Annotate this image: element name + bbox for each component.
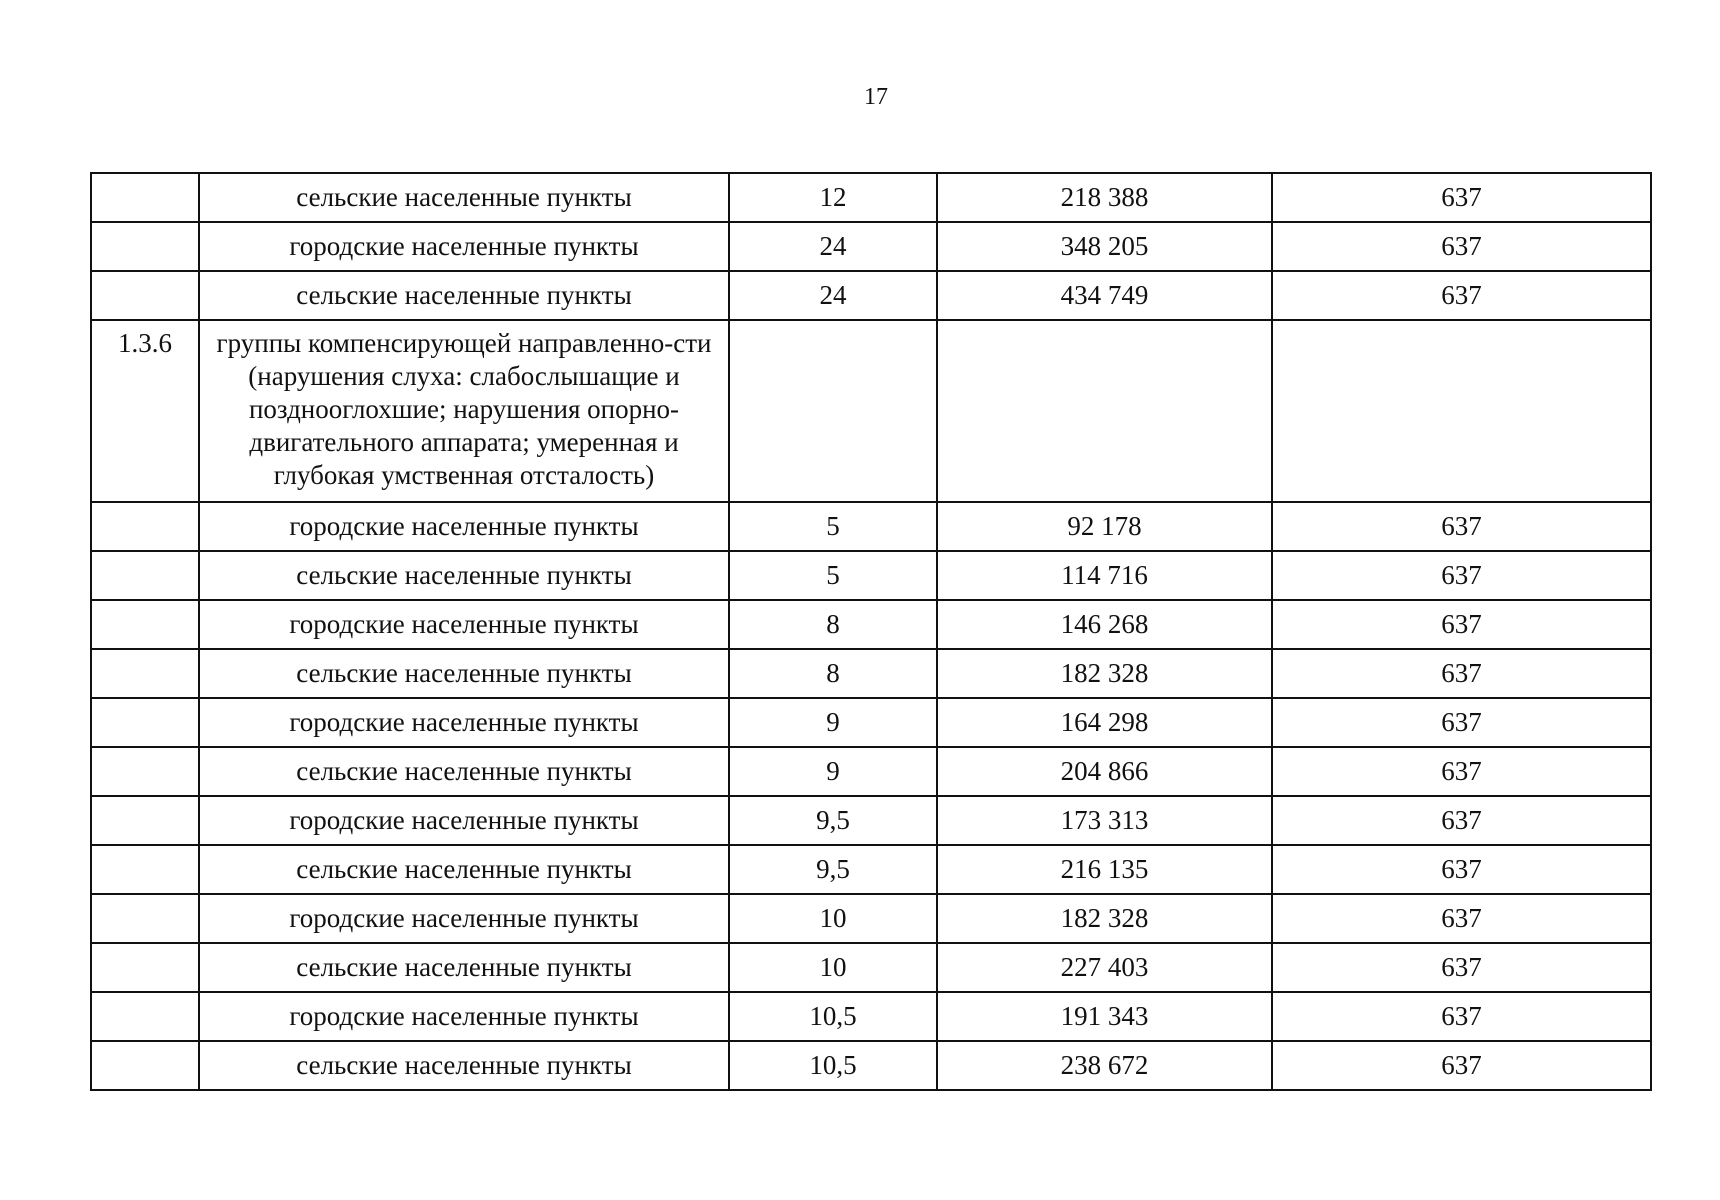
row-value-col3: 10,5	[729, 1041, 937, 1090]
table-row	[91, 271, 1651, 320]
table-row	[91, 551, 1651, 600]
table-row	[91, 943, 1651, 992]
row-number	[91, 649, 199, 698]
row-value-col3: 8	[729, 600, 937, 649]
row-number	[91, 1041, 199, 1090]
table-row	[91, 649, 1651, 698]
row-value-col4: 348 205	[937, 222, 1272, 271]
row-description: сельские населенные пункты	[199, 271, 729, 320]
row-value-col5	[1272, 320, 1651, 502]
row-number	[91, 894, 199, 943]
row-value-col5: 637	[1272, 649, 1651, 698]
row-number	[91, 698, 199, 747]
data-table	[90, 172, 1652, 1091]
row-description: городские населенные пункты	[199, 222, 729, 271]
row-value-col4: 173 313	[937, 796, 1272, 845]
row-description: городские населенные пункты	[199, 992, 729, 1041]
row-value-col4: 434 749	[937, 271, 1272, 320]
row-value-col5: 637	[1272, 845, 1651, 894]
row-number	[91, 173, 199, 222]
row-value-col4: 218 388	[937, 173, 1272, 222]
row-description: сельские населенные пункты	[199, 649, 729, 698]
row-value-col5: 637	[1272, 600, 1651, 649]
row-value-col5: 637	[1272, 551, 1651, 600]
row-number	[91, 992, 199, 1041]
row-value-col3: 9	[729, 747, 937, 796]
row-number: 1.3.6	[91, 320, 199, 502]
row-description: сельские населенные пункты	[199, 173, 729, 222]
row-value-col5: 637	[1272, 943, 1651, 992]
row-number	[91, 502, 199, 551]
table-row	[91, 992, 1651, 1041]
row-description: сельские населенные пункты	[199, 845, 729, 894]
table-row	[91, 747, 1651, 796]
table-row	[91, 173, 1651, 222]
row-number	[91, 551, 199, 600]
row-number	[91, 796, 199, 845]
row-value-col4: 92 178	[937, 502, 1272, 551]
page-number: 17	[864, 84, 888, 110]
row-value-col4: 191 343	[937, 992, 1272, 1041]
row-value-col3: 12	[729, 173, 937, 222]
table-row	[91, 1041, 1651, 1090]
row-value-col3: 9,5	[729, 796, 937, 845]
table-row	[91, 600, 1651, 649]
row-value-col3	[729, 320, 937, 502]
row-value-col3: 10	[729, 943, 937, 992]
table-row	[91, 796, 1651, 845]
row-description: сельские населенные пункты	[199, 1041, 729, 1090]
row-value-col4: 146 268	[937, 600, 1272, 649]
row-description: сельские населенные пункты	[199, 943, 729, 992]
row-number	[91, 747, 199, 796]
row-value-col3: 10,5	[729, 992, 937, 1041]
row-description: группы компенсирующей направленно-сти (нарушения слуха: слабослышащие и позднооглохшие; нарушения опорно-двигательного аппарата; умеренная и глубокая умственная отсталость)	[199, 320, 729, 502]
table-row	[91, 222, 1651, 271]
row-value-col4: 182 328	[937, 894, 1272, 943]
row-value-col3: 24	[729, 222, 937, 271]
row-description: городские населенные пункты	[199, 502, 729, 551]
row-number	[91, 222, 199, 271]
table-row-section-header	[91, 320, 1651, 502]
row-value-col5: 637	[1272, 271, 1651, 320]
row-value-col3: 8	[729, 649, 937, 698]
row-value-col4: 114 716	[937, 551, 1272, 600]
row-value-col4: 238 672	[937, 1041, 1272, 1090]
row-value-col4: 227 403	[937, 943, 1272, 992]
row-value-col5: 637	[1272, 1041, 1651, 1090]
table-row	[91, 698, 1651, 747]
row-number	[91, 600, 199, 649]
row-number	[91, 845, 199, 894]
row-value-col3: 5	[729, 551, 937, 600]
row-value-col4: 204 866	[937, 747, 1272, 796]
row-value-col5: 637	[1272, 747, 1651, 796]
row-description: городские населенные пункты	[199, 698, 729, 747]
row-value-col3: 9,5	[729, 845, 937, 894]
row-value-col4: 216 135	[937, 845, 1272, 894]
row-description: городские населенные пункты	[199, 796, 729, 845]
row-value-col5: 637	[1272, 796, 1651, 845]
row-value-col5: 637	[1272, 698, 1651, 747]
row-number	[91, 943, 199, 992]
row-value-col5: 637	[1272, 222, 1651, 271]
row-value-col4	[937, 320, 1272, 502]
row-value-col5: 637	[1272, 992, 1651, 1041]
row-value-col5: 637	[1272, 173, 1651, 222]
row-value-col3: 9	[729, 698, 937, 747]
row-description: сельские населенные пункты	[199, 747, 729, 796]
row-value-col5: 637	[1272, 502, 1651, 551]
row-number	[91, 271, 199, 320]
row-description: городские населенные пункты	[199, 894, 729, 943]
row-value-col3: 5	[729, 502, 937, 551]
row-value-col3: 10	[729, 894, 937, 943]
row-value-col4: 182 328	[937, 649, 1272, 698]
row-value-col5: 637	[1272, 894, 1651, 943]
row-value-col4: 164 298	[937, 698, 1272, 747]
table-row	[91, 894, 1651, 943]
table-row	[91, 845, 1651, 894]
row-description: сельские населенные пункты	[199, 551, 729, 600]
row-value-col3: 24	[729, 271, 937, 320]
row-description: городские населенные пункты	[199, 600, 729, 649]
table-row	[91, 502, 1651, 551]
